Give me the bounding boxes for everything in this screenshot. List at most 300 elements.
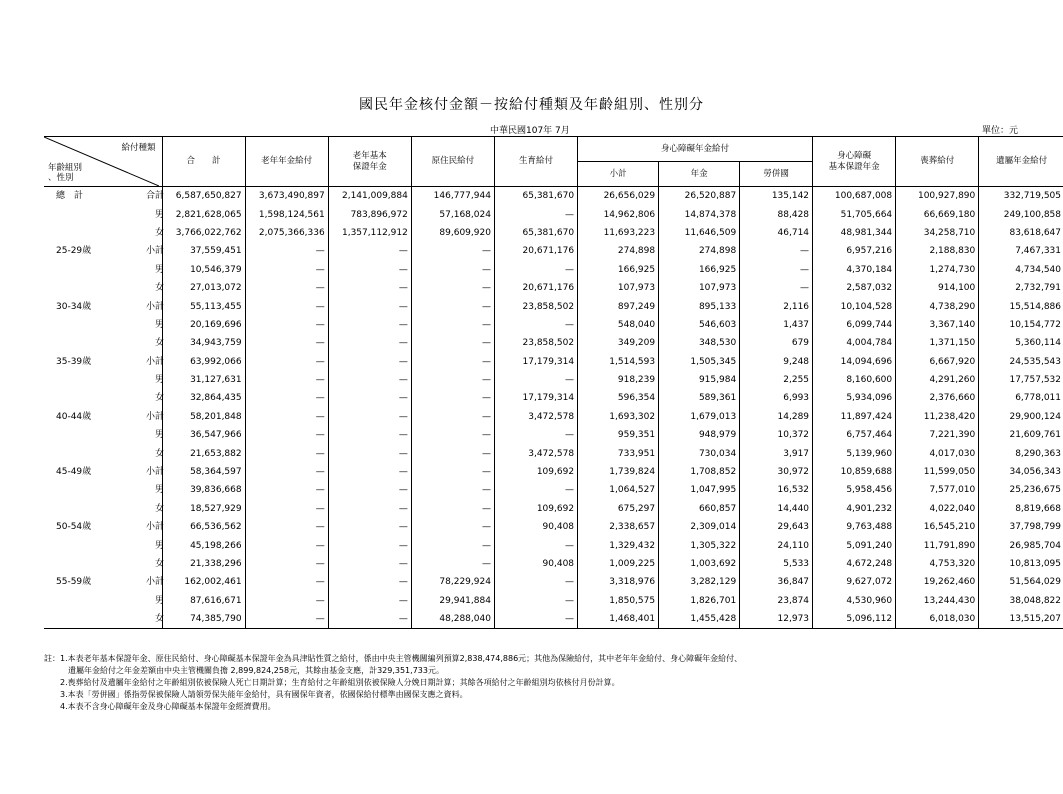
value-cell: 162,002,461 <box>162 573 245 591</box>
value-cell: 4,734,540 <box>979 261 1063 279</box>
value-cell: 660,857 <box>659 500 740 518</box>
table-row <box>44 518 1063 536</box>
table-row <box>44 279 1063 297</box>
corner-top-label: 給付種類 <box>121 143 156 153</box>
row-label-cell <box>44 463 162 481</box>
value-cell: 109,692 <box>494 500 577 518</box>
value-cell: 26,656,029 <box>578 187 659 206</box>
value-cell: — <box>328 610 411 629</box>
row-label-cell <box>44 224 162 242</box>
col-old-age: 老年年金給付 <box>245 137 328 187</box>
value-cell: 13,515,207 <box>979 610 1063 629</box>
value-cell: 4,022,040 <box>896 500 979 518</box>
value-cell: 9,763,488 <box>813 518 896 536</box>
value-cell: 1,693,302 <box>578 408 659 426</box>
report-period: 中華民國107年 7月 <box>490 126 570 136</box>
value-cell: 14,962,806 <box>578 205 659 223</box>
value-cell: 6,957,216 <box>813 242 896 260</box>
value-cell: 4,753,320 <box>896 555 979 573</box>
sex-label: 女 <box>154 393 164 404</box>
value-cell: 39,836,668 <box>162 481 245 499</box>
value-cell: 12,973 <box>740 610 813 629</box>
value-cell: 10,813,095 <box>979 555 1063 573</box>
value-cell: 65,381,670 <box>494 224 577 242</box>
value-cell: 166,925 <box>659 261 740 279</box>
value-cell: 1,357,112,912 <box>328 224 411 242</box>
value-cell: 10,546,379 <box>162 261 245 279</box>
value-cell: 90,408 <box>494 518 577 536</box>
value-cell: 4,004,784 <box>813 334 896 352</box>
sex-label: 合計 <box>145 191 164 202</box>
value-cell: 3,282,129 <box>659 573 740 591</box>
table-row <box>44 334 1063 352</box>
value-cell: — <box>328 371 411 389</box>
value-cell: 1,371,150 <box>896 334 979 352</box>
value-cell: — <box>411 316 494 334</box>
col-funeral: 喪葬給付 <box>896 137 979 187</box>
value-cell: 1,505,345 <box>659 353 740 371</box>
table-row <box>44 353 1063 371</box>
table-row <box>44 389 1063 407</box>
table-row <box>44 481 1063 499</box>
row-label-cell <box>44 444 162 462</box>
sex-label: 女 <box>154 283 164 294</box>
value-cell: 6,587,650,827 <box>162 187 245 206</box>
value-cell: 15,514,886 <box>979 297 1063 315</box>
value-cell: 19,262,460 <box>896 573 979 591</box>
value-cell: 2,075,366,336 <box>245 224 328 242</box>
value-cell: — <box>245 518 328 536</box>
row-label-cell <box>44 408 162 426</box>
value-cell: 6,757,464 <box>813 426 896 444</box>
value-cell: — <box>411 463 494 481</box>
value-cell: — <box>494 592 577 610</box>
value-cell: 915,984 <box>659 371 740 389</box>
value-cell: — <box>245 500 328 518</box>
footnote-line: 2.喪葬給付及遺屬年金給付之年齡組別依被保險人死亡日期計算；生育給付之年齡組別依被保險人分娩日期計算；其餘各項給付之年齡組別均依核付月份計算。 <box>44 678 620 687</box>
table-row <box>44 205 1063 223</box>
row-label-cell <box>44 334 162 352</box>
value-cell: 895,133 <box>659 297 740 315</box>
footnote-line: 3.本表「勞併國」係指勞保被保險人請領勞保失能年金給付，具有國保年資者，依國保給付標準由國保支應之資料。 <box>44 690 468 699</box>
value-cell: 596,354 <box>578 389 659 407</box>
value-cell: 21,653,882 <box>162 444 245 462</box>
value-cell: 25,236,675 <box>979 481 1063 499</box>
value-cell: — <box>494 371 577 389</box>
value-cell: — <box>494 205 577 223</box>
value-cell: — <box>328 279 411 297</box>
value-cell: 2,116 <box>740 297 813 315</box>
value-cell: 2,338,657 <box>578 518 659 536</box>
value-cell: 30,972 <box>740 463 813 481</box>
value-cell: — <box>494 536 577 554</box>
value-cell: 48,288,040 <box>411 610 494 629</box>
sex-label: 男 <box>154 375 164 386</box>
value-cell: — <box>245 334 328 352</box>
value-cell: 37,559,451 <box>162 242 245 260</box>
value-cell: 51,564,029 <box>979 573 1063 591</box>
value-cell: 83,618,647 <box>979 224 1063 242</box>
value-cell: — <box>245 573 328 591</box>
value-cell: 1,455,428 <box>659 610 740 629</box>
value-cell: 74,385,790 <box>162 610 245 629</box>
table-row <box>44 371 1063 389</box>
value-cell: 32,864,435 <box>162 389 245 407</box>
value-cell: — <box>245 297 328 315</box>
col-disability-labor: 勞併國 <box>740 162 813 187</box>
row-label-cell <box>44 187 162 206</box>
value-cell: — <box>245 408 328 426</box>
sex-label: 小計 <box>145 577 164 588</box>
value-cell: — <box>245 242 328 260</box>
value-cell: — <box>328 334 411 352</box>
value-cell: — <box>328 500 411 518</box>
value-cell: — <box>411 389 494 407</box>
value-cell: 109,692 <box>494 463 577 481</box>
value-cell: 783,896,972 <box>328 205 411 223</box>
table-row <box>44 536 1063 554</box>
age-group-label: 35-39歲 <box>56 356 92 367</box>
value-cell: 1,468,401 <box>578 610 659 629</box>
value-cell: — <box>411 371 494 389</box>
value-cell: 6,667,920 <box>896 353 979 371</box>
value-cell: — <box>245 316 328 334</box>
row-label-cell <box>44 573 162 591</box>
page-title: 國民年金核付金額－按給付種類及年齡組別、性別分 <box>359 97 704 113</box>
row-label-cell <box>44 426 162 444</box>
sex-label: 男 <box>154 540 164 551</box>
value-cell: 4,738,290 <box>896 297 979 315</box>
value-cell: 4,530,960 <box>813 592 896 610</box>
value-cell: 24,110 <box>740 536 813 554</box>
table-row <box>44 224 1063 242</box>
table-row <box>44 297 1063 315</box>
sex-label: 男 <box>154 430 164 441</box>
value-cell: 3,472,578 <box>494 408 577 426</box>
value-cell: — <box>494 426 577 444</box>
col-old-basic: 老年基本 保證年金 <box>328 137 411 187</box>
value-cell: 3,766,022,762 <box>162 224 245 242</box>
value-cell: 48,981,344 <box>813 224 896 242</box>
sex-label: 小計 <box>145 246 164 257</box>
value-cell: 589,361 <box>659 389 740 407</box>
value-cell: 23,858,502 <box>494 297 577 315</box>
value-cell: — <box>328 426 411 444</box>
col-disability-subtotal: 小計 <box>578 162 659 187</box>
value-cell: 1,826,701 <box>659 592 740 610</box>
value-cell: — <box>411 481 494 499</box>
sex-label: 女 <box>154 614 164 625</box>
value-cell: 51,705,664 <box>813 205 896 223</box>
value-cell: 4,370,184 <box>813 261 896 279</box>
value-cell: 20,671,176 <box>494 279 577 297</box>
value-cell: 146,777,944 <box>411 187 494 206</box>
table-row <box>44 187 1063 206</box>
value-cell: 26,520,887 <box>659 187 740 206</box>
table-row <box>44 444 1063 462</box>
value-cell: 3,917 <box>740 444 813 462</box>
table-row <box>44 261 1063 279</box>
value-cell: — <box>328 444 411 462</box>
value-cell: 348,530 <box>659 334 740 352</box>
value-cell: 8,819,668 <box>979 500 1063 518</box>
value-cell: 1,003,692 <box>659 555 740 573</box>
row-label-cell <box>44 481 162 499</box>
value-cell: 23,874 <box>740 592 813 610</box>
sex-label: 女 <box>154 338 164 349</box>
value-cell: 1,679,013 <box>659 408 740 426</box>
value-cell: 4,017,030 <box>896 444 979 462</box>
sex-label: 女 <box>154 448 164 459</box>
age-group-label: 40-44歲 <box>56 411 92 422</box>
value-cell: 55,113,455 <box>162 297 245 315</box>
value-cell: 2,376,660 <box>896 389 979 407</box>
value-cell: — <box>328 389 411 407</box>
value-cell: 27,013,072 <box>162 279 245 297</box>
value-cell: 349,209 <box>578 334 659 352</box>
row-label-cell <box>44 205 162 223</box>
col-survivor: 遺屬年金給付 <box>979 137 1063 187</box>
value-cell: 675,297 <box>578 500 659 518</box>
value-cell: 17,757,532 <box>979 371 1063 389</box>
value-cell: 8,160,600 <box>813 371 896 389</box>
value-cell: — <box>411 500 494 518</box>
value-cell: 14,094,696 <box>813 353 896 371</box>
row-label-cell <box>44 536 162 554</box>
value-cell: 6,993 <box>740 389 813 407</box>
sex-label: 女 <box>154 503 164 514</box>
value-cell: 37,798,799 <box>979 518 1063 536</box>
value-cell: 100,927,890 <box>896 187 979 206</box>
sex-label: 男 <box>154 485 164 496</box>
row-label-cell <box>44 261 162 279</box>
value-cell: — <box>411 426 494 444</box>
value-cell: 11,646,509 <box>659 224 740 242</box>
corner-header-cell <box>44 137 162 187</box>
value-cell: 45,198,266 <box>162 536 245 554</box>
value-cell: 1,850,575 <box>578 592 659 610</box>
unit-label: 單位：元 <box>982 126 1019 136</box>
value-cell: — <box>245 444 328 462</box>
footnote-line: 4.本表不含身心障礙年金及身心障礙基本保證年金經濟費用。 <box>44 702 276 711</box>
value-cell: 29,643 <box>740 518 813 536</box>
value-cell: — <box>245 279 328 297</box>
sex-label: 小計 <box>145 301 164 312</box>
value-cell: — <box>328 261 411 279</box>
value-cell: 46,714 <box>740 224 813 242</box>
value-cell: 16,545,210 <box>896 518 979 536</box>
value-cell: 107,973 <box>578 279 659 297</box>
value-cell: 8,290,363 <box>979 444 1063 462</box>
value-cell: 63,992,066 <box>162 353 245 371</box>
value-cell: 26,985,704 <box>979 536 1063 554</box>
row-label-cell <box>44 555 162 573</box>
row-label-cell <box>44 389 162 407</box>
col-birth: 生育給付 <box>494 137 577 187</box>
value-cell: 10,154,772 <box>979 316 1063 334</box>
row-label-cell <box>44 297 162 315</box>
value-cell: 3,673,490,897 <box>245 187 328 206</box>
pension-table <box>44 136 1063 629</box>
value-cell: — <box>411 518 494 536</box>
value-cell: 6,018,030 <box>896 610 979 629</box>
value-cell: 7,577,010 <box>896 481 979 499</box>
value-cell: — <box>411 555 494 573</box>
value-cell: — <box>740 242 813 260</box>
value-cell: 2,188,830 <box>896 242 979 260</box>
value-cell: 34,258,710 <box>896 224 979 242</box>
col-disability-group: 身心障礙年金給付 <box>578 137 813 162</box>
value-cell: — <box>245 353 328 371</box>
value-cell: — <box>411 334 494 352</box>
value-cell: 733,951 <box>578 444 659 462</box>
value-cell: — <box>328 297 411 315</box>
value-cell: — <box>328 536 411 554</box>
value-cell: — <box>245 371 328 389</box>
value-cell: 6,778,011 <box>979 389 1063 407</box>
value-cell: 100,687,008 <box>813 187 896 206</box>
table-row <box>44 242 1063 260</box>
footnotes <box>44 653 1063 713</box>
row-label-cell <box>44 279 162 297</box>
value-cell: 11,599,050 <box>896 463 979 481</box>
value-cell: 78,229,924 <box>411 573 494 591</box>
value-cell: 21,609,761 <box>979 426 1063 444</box>
row-label-cell <box>44 592 162 610</box>
row-label-cell <box>44 500 162 518</box>
value-cell: 7,221,390 <box>896 426 979 444</box>
value-cell: 13,244,430 <box>896 592 979 610</box>
value-cell: 14,440 <box>740 500 813 518</box>
sex-label: 小計 <box>145 467 164 478</box>
value-cell: 5,139,960 <box>813 444 896 462</box>
value-cell: 10,859,688 <box>813 463 896 481</box>
value-cell: — <box>328 481 411 499</box>
value-cell: 918,239 <box>578 371 659 389</box>
value-cell: 5,533 <box>740 555 813 573</box>
value-cell: 29,900,124 <box>979 408 1063 426</box>
sex-label: 男 <box>154 264 164 275</box>
value-cell: 36,847 <box>740 573 813 591</box>
value-cell: 5,958,456 <box>813 481 896 499</box>
footnote-line: 註：1.本表老年基本保證年金、原住民給付、身心障礙基本保證年金為具津貼性質之給付，係由中央主管機關編列預算2,838,474,886元；其他為保險給付，其中老年年金給付、身心障礙年金給付、 <box>44 654 743 663</box>
value-cell: — <box>245 610 328 629</box>
value-cell: 4,901,232 <box>813 500 896 518</box>
age-group-label: 25-29歲 <box>56 246 92 257</box>
row-label-cell <box>44 316 162 334</box>
value-cell: 9,627,072 <box>813 573 896 591</box>
value-cell: 1,514,593 <box>578 353 659 371</box>
value-cell: — <box>494 573 577 591</box>
value-cell: 135,142 <box>740 187 813 206</box>
value-cell: 274,898 <box>659 242 740 260</box>
value-cell: 1,708,852 <box>659 463 740 481</box>
value-cell: 23,858,502 <box>494 334 577 352</box>
value-cell: 1,047,995 <box>659 481 740 499</box>
value-cell: — <box>328 592 411 610</box>
value-cell: — <box>328 242 411 260</box>
table-row <box>44 592 1063 610</box>
value-cell: 36,547,966 <box>162 426 245 444</box>
age-group-label: 50-54歲 <box>56 522 92 533</box>
value-cell: 16,532 <box>740 481 813 499</box>
table-row <box>44 408 1063 426</box>
value-cell: 4,672,248 <box>813 555 896 573</box>
value-cell: — <box>245 261 328 279</box>
value-cell: 546,603 <box>659 316 740 334</box>
age-group-label: 30-34歲 <box>56 301 92 312</box>
col-aboriginal: 原住民給付 <box>411 137 494 187</box>
value-cell: 7,467,331 <box>979 242 1063 260</box>
value-cell: — <box>328 463 411 481</box>
value-cell: 4,291,260 <box>896 371 979 389</box>
sex-label: 小計 <box>145 356 164 367</box>
value-cell: 5,934,096 <box>813 389 896 407</box>
value-cell: 914,100 <box>896 279 979 297</box>
age-group-label: 55-59歲 <box>56 577 92 588</box>
value-cell: — <box>411 279 494 297</box>
value-cell: — <box>328 408 411 426</box>
value-cell: 274,898 <box>578 242 659 260</box>
row-label-cell <box>44 610 162 629</box>
value-cell: — <box>740 261 813 279</box>
age-group-label: 總 計 <box>56 191 84 202</box>
value-cell: 66,669,180 <box>896 205 979 223</box>
corner-bottom-label: 年齡組別 、性別 <box>48 163 83 183</box>
value-cell: 1,329,432 <box>578 536 659 554</box>
sex-label: 小計 <box>145 411 164 422</box>
value-cell: — <box>494 261 577 279</box>
value-cell: 1,305,322 <box>659 536 740 554</box>
value-cell: — <box>245 389 328 407</box>
value-cell: — <box>411 242 494 260</box>
value-cell: — <box>411 353 494 371</box>
value-cell: 2,309,014 <box>659 518 740 536</box>
sex-label: 男 <box>154 595 164 606</box>
value-cell: — <box>411 536 494 554</box>
value-cell: 959,351 <box>578 426 659 444</box>
value-cell: — <box>245 481 328 499</box>
value-cell: 2,587,032 <box>813 279 896 297</box>
value-cell: 11,693,223 <box>578 224 659 242</box>
value-cell: 1,437 <box>740 316 813 334</box>
value-cell: 14,289 <box>740 408 813 426</box>
value-cell: — <box>740 279 813 297</box>
table-row <box>44 555 1063 573</box>
value-cell: 166,925 <box>578 261 659 279</box>
value-cell: — <box>328 353 411 371</box>
value-cell: 6,099,744 <box>813 316 896 334</box>
table-row <box>44 426 1063 444</box>
sex-label: 女 <box>154 227 164 238</box>
value-cell: 948,979 <box>659 426 740 444</box>
value-cell: 1,009,225 <box>578 555 659 573</box>
value-cell: 1,739,824 <box>578 463 659 481</box>
value-cell: 11,897,424 <box>813 408 896 426</box>
value-cell: 730,034 <box>659 444 740 462</box>
table-row <box>44 573 1063 591</box>
value-cell: — <box>245 592 328 610</box>
value-cell: 17,179,314 <box>494 353 577 371</box>
value-cell: 3,367,140 <box>896 316 979 334</box>
value-cell: 10,104,528 <box>813 297 896 315</box>
value-cell: 548,040 <box>578 316 659 334</box>
value-cell: — <box>494 481 577 499</box>
value-cell: 1,598,124,561 <box>245 205 328 223</box>
sex-label: 男 <box>154 319 164 330</box>
sex-label: 女 <box>154 559 164 569</box>
value-cell: 2,141,009,884 <box>328 187 411 206</box>
